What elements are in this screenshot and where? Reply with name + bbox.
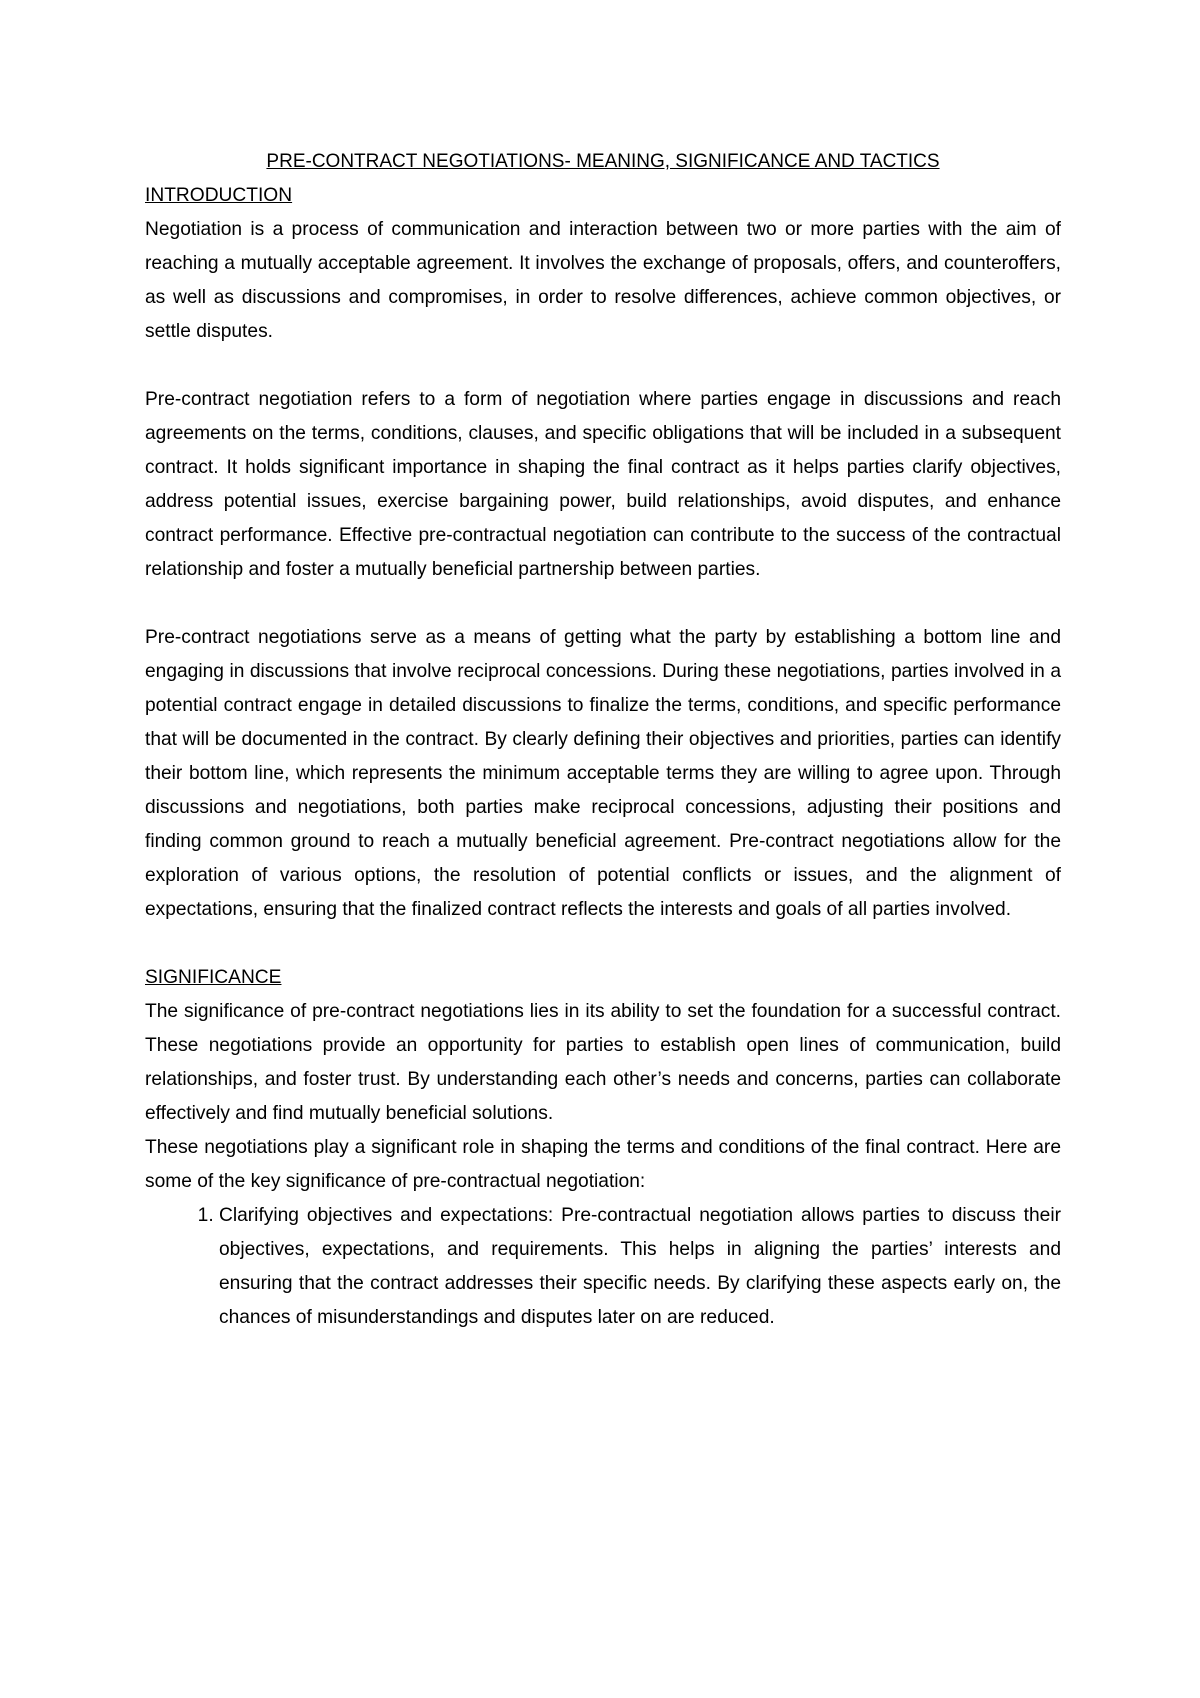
- significance-heading: SIGNIFICANCE: [145, 967, 282, 988]
- paragraph-spacer: [145, 927, 1061, 961]
- significance-list: [145, 1199, 1061, 1335]
- introduction-paragraph-3: Pre-contract negotiations serve as a means of getting what the party by establishing a bottom line and engaging in discussions that involve reciprocal concessions. During these negotiations, parties involved in a potential contract engage in detailed discussions to finalize the terms, conditions, and specific performance that will be documented in the contract. By clearly defining their objectives and priorities, parties can identify their bottom line, which represents the minimum acceptable terms they are willing to agree upon. Through discussions and negotiations, both parties make reciprocal concessions, adjusting their positions and finding common ground to reach a mutually beneficial agreement. Pre-contract negotiations allow for the exploration of various options, the resolution of potential conflicts or issues, and the alignment of expectations, ensuring that the finalized contract reflects the interests and goals of all parties involved.: [145, 627, 1061, 920]
- significance-paragraph-1: The significance of pre-contract negotiations lies in its ability to set the foundation for a successful contract. These negotiations provide an opportunity for parties to establish open lines of communication, build relationships, and foster trust. By understanding each other’s needs and concerns, parties can collaborate effectively and find mutually beneficial solutions.: [145, 1001, 1061, 1124]
- list-item: 1. Clarifying objectives and expectations: Pre-contractual negotiation allows parties to discuss their objectives, expectations, and requirements. This helps in aligning the parties’ interests and ensuring that the contract addresses their specific needs. By clarifying these aspects early on, the chances of misunderstandings and disputes later on are reduced.: [219, 1199, 1061, 1335]
- paragraph-spacer: [145, 349, 1061, 383]
- introduction-heading: INTRODUCTION: [145, 185, 293, 206]
- paragraph-spacer: [145, 587, 1061, 621]
- significance-paragraph-2: These negotiations play a significant role in shaping the terms and conditions of the final contract. Here are some of the key significance of pre-contractual negotiation:: [145, 1137, 1061, 1192]
- introduction-paragraph-2: Pre-contract negotiation refers to a form of negotiation where parties engage in discussions and reach agreements on the terms, conditions, clauses, and specific obligations that will be included in a subsequent contract. It holds significant importance in shaping the final contract as it helps parties clarify objectives, address potential issues, exercise bargaining power, build relationships, avoid disputes, and enhance contract performance. Effective pre-contractual negotiation can contribute to the success of the contractual relationship and foster a mutually beneficial partnership between parties.: [145, 389, 1061, 580]
- document-title: PRE-CONTRACT NEGOTIATIONS- MEANING, SIGNIFICANCE AND TACTICS: [266, 151, 940, 172]
- introduction-paragraph-1: Negotiation is a process of communication and interaction between two or more parties with the aim of reaching a mutually acceptable agreement. It involves the exchange of proposals, offers, and counteroffers, as well as discussions and compromises, in order to resolve differences, achieve common objectives, or settle disputes.: [145, 219, 1061, 342]
- document-page: [145, 145, 1061, 1335]
